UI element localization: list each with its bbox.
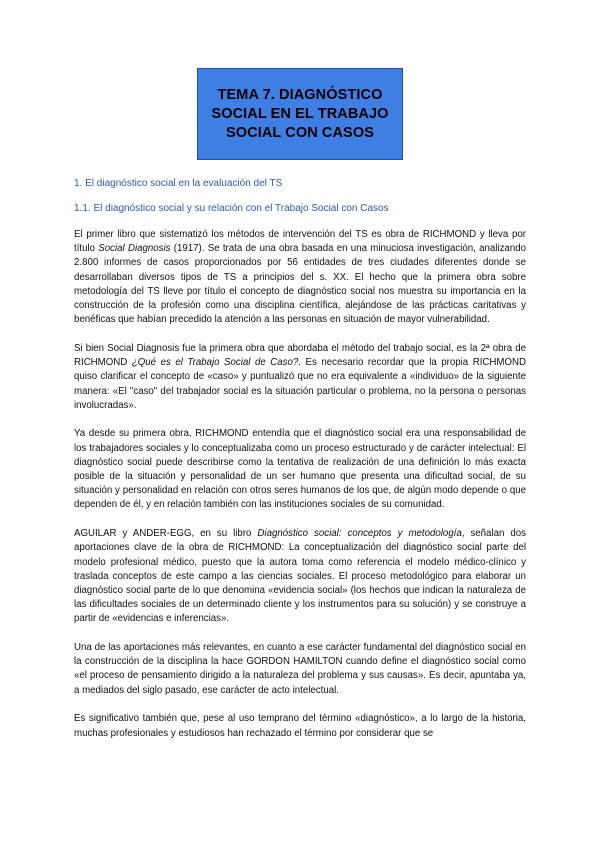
title-box xyxy=(197,68,403,160)
subsection-heading: 1.1. El diagnóstico social y su relación con el Trabajo Social con Casos xyxy=(74,203,389,214)
paragraph-3: Ya desde su primera obra, RICHMOND entendía que el diagnóstico social era una responsabilidad de los trabajadores sociales y lo conceptualizaba como un proceso estructurado y de carácter intelectual: El diagnóstico social puede describirse como la tentativa de realización de una definición lo más exacta posible de la situación y personalidad de un ser humano que presenta una dificultad social, de su situación y personalidad en relación con otros seres humanos de los que, de algún modo depende o que dependen de él, y en relación también con las instituciones sociales de su comunidad. xyxy=(74,428,526,511)
section-heading: 1. El diagnóstico social en la evaluación del TS xyxy=(74,178,283,189)
title-line-2: SOCIAL EN EL TRABAJO xyxy=(211,105,389,122)
body-text xyxy=(74,228,526,755)
paragraph-1: El primer libro que sistematizó los métodos de intervención del TS es obra de RICHMOND y lleva por título Social Diagnosis (1917). Se trata de una obra basada en una minuciosa investigación, analizando 2.800 informes de casos proporcionados por 56 entidades de tres ciudades diferentes donde se desarrollaban diversos tipos de TS a principios del s. XX. El hecho que la primera obra sobre metodología del TS lleve por título el concepto de diagnóstico social nos muestra su importancia en la construcción de la profesión como una disciplina científica, alejándose de las prácticas caritativas y benéficas que habían precedido la atención a las personas en situación de mayor vulnerabilidad. xyxy=(74,229,526,326)
paragraph-5: Una de las aportaciones más relevantes, en cuanto a ese carácter fundamental del diagnóstico social en la construcción de la disciplina la hace GORDON HAMILTON cuando define el diagnóstico social como «el proceso de pensamiento dirigido a la naturaleza del problema y sus causas». Es decir, apuntaba ya, a mediados del siglo pasado, ese carácter de acto intelectual. xyxy=(74,642,526,696)
paragraph-6: Es significativo también que, pese al uso temprano del término «diagnóstico», a lo largo de la historia, muchas profesionales y estudiosos han rechazado el término por considerar que se xyxy=(74,713,526,739)
title-line-3: SOCIAL CON CASOS xyxy=(226,124,374,141)
title-line-1: TEMA 7. DIAGNÓSTICO xyxy=(217,86,383,103)
paragraph-2: Si bien Social Diagnosis fue la primera obra que abordaba el método del trabajo social, es la 2ª obra de RICHMOND ¿Qué es el Trabajo Social de Caso?. Es necesario recordar que la propia RICHMOND quiso clarificar el concepto de «caso» y puntualizó que no era equivalente a «individuo» de la siguiente manera: «El "caso" del trabajador social es la situación particular o problema, no la persona o personas involucradas». xyxy=(74,342,526,411)
paragraph-4: AGUILAR y ANDER-EGG, en su libro Diagnóstico social: conceptos y metodología, señalan dos aportaciones clave de la obra de RICHMOND: La conceptualización del diagnóstico social parte del modelo profesional médico, puesto que la autora toma como referencia el modelo médico-clínico y traslada conceptos de este campo a las ciencias sociales. El proceso metodológico para elaborar un diagnóstico social parte de lo que denomina «evidencia social» (los hechos que indican la naturaleza de las dificultades sociales de un determinado cliente y los instrumentos para su solución) y se construye a partir de «evidencias e inferencias». xyxy=(74,528,526,625)
